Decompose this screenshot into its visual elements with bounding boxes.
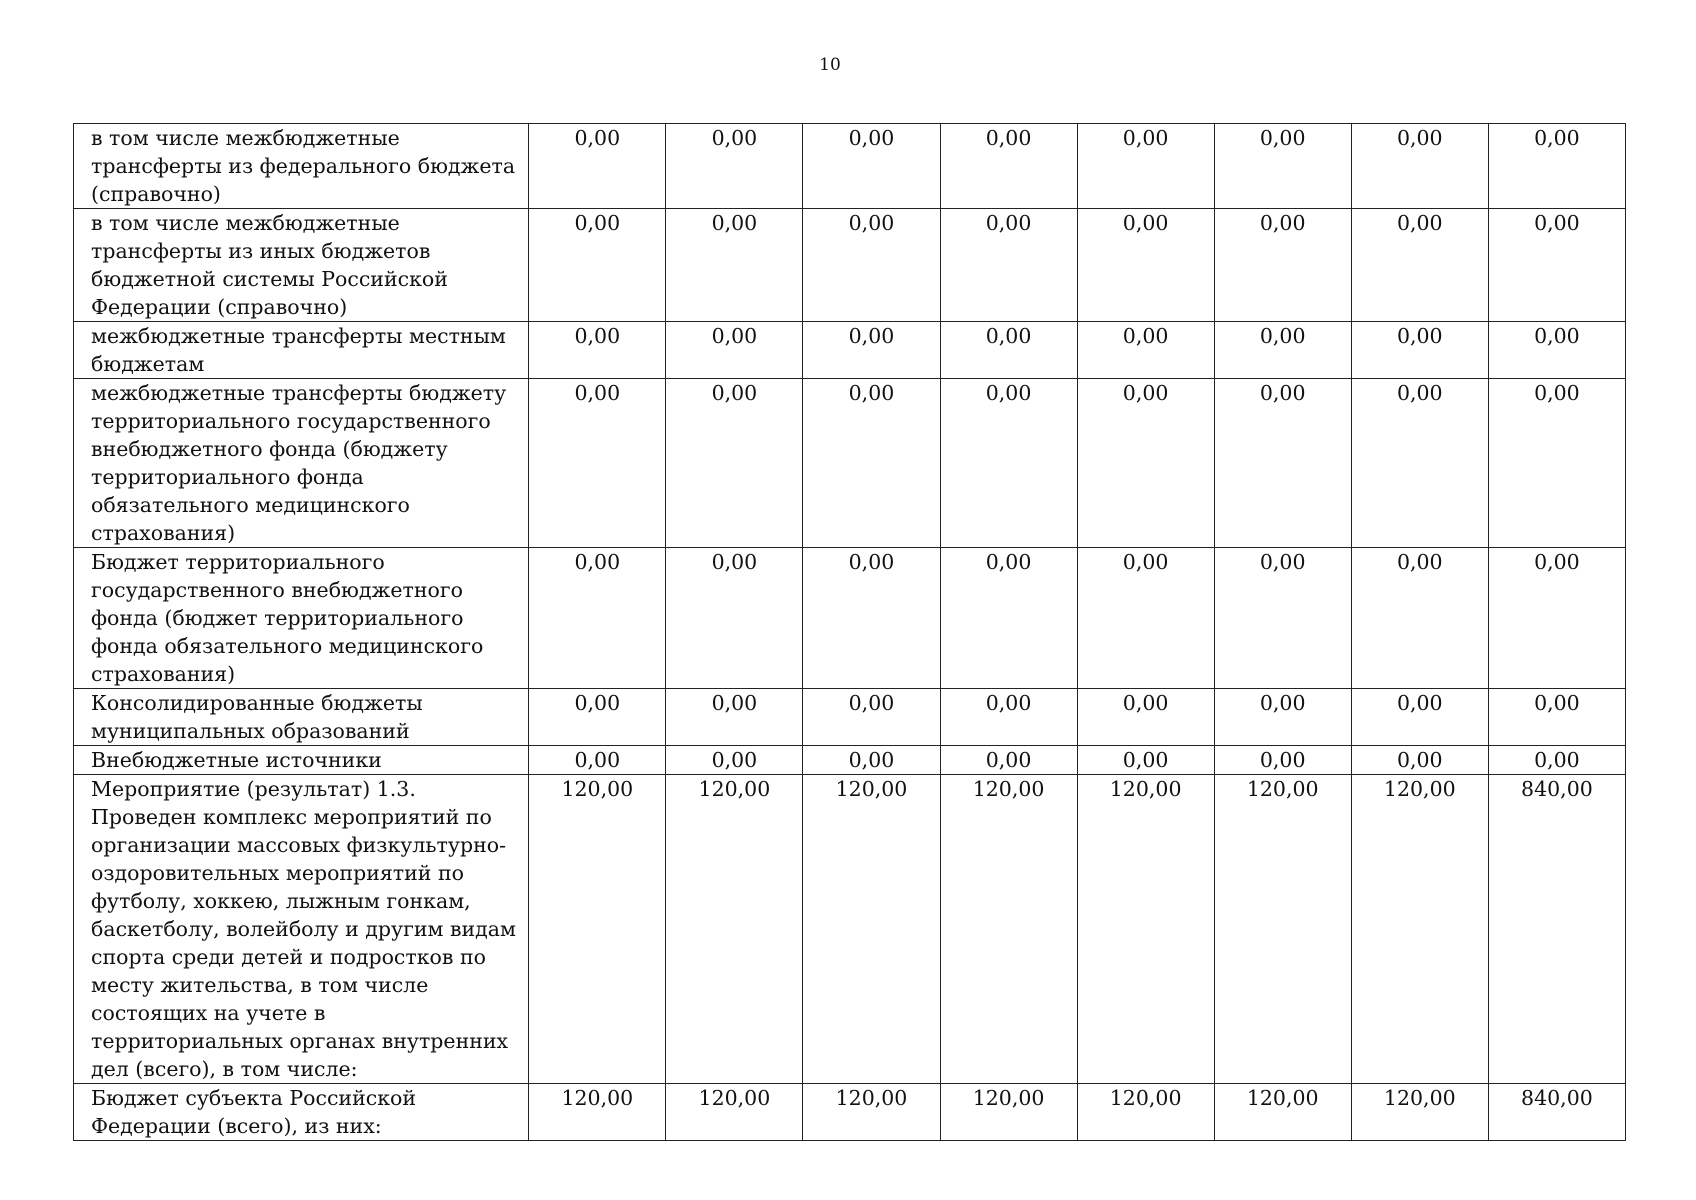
value-cell: 0,00: [940, 322, 1077, 379]
value-cell: 0,00: [1351, 379, 1488, 548]
value-cell: 120,00: [1214, 1084, 1351, 1141]
row-label: межбюджетные трансферты бюджету территориального государственного внебюджетного фонда (бюджету территориального фонда обязательного медицинского страхования): [74, 379, 529, 548]
value-cell: 120,00: [1351, 1084, 1488, 1141]
value-cell: 0,00: [803, 379, 940, 548]
total-cell: 0,00: [1488, 689, 1625, 746]
value-cell: 0,00: [940, 379, 1077, 548]
total-cell: 840,00: [1488, 1084, 1625, 1141]
value-cell: 0,00: [666, 689, 803, 746]
value-cell: 0,00: [1351, 322, 1488, 379]
table-row: [74, 379, 1626, 548]
row-label: в том числе межбюджетные трансферты из иных бюджетов бюджетной системы Российской Федерации (справочно): [74, 209, 529, 322]
value-cell: 120,00: [1077, 775, 1214, 1084]
table-row: [74, 746, 1626, 775]
table-row: [74, 775, 1626, 1084]
value-cell: 0,00: [1351, 746, 1488, 775]
budget-table: [73, 123, 1626, 1141]
value-cell: 0,00: [1077, 124, 1214, 209]
row-label: Бюджет территориального государственного внебюджетного фонда (бюджет территориального фонда обязательного медицинского страхования): [74, 548, 529, 689]
value-cell: 0,00: [529, 209, 666, 322]
value-cell: 0,00: [529, 746, 666, 775]
value-cell: 0,00: [803, 548, 940, 689]
value-cell: 0,00: [940, 746, 1077, 775]
value-cell: 0,00: [1214, 124, 1351, 209]
value-cell: 0,00: [940, 124, 1077, 209]
value-cell: 0,00: [529, 124, 666, 209]
row-label: Внебюджетные источники: [74, 746, 529, 775]
value-cell: 120,00: [1351, 775, 1488, 1084]
value-cell: 0,00: [666, 379, 803, 548]
value-cell: 0,00: [1214, 379, 1351, 548]
total-cell: 0,00: [1488, 209, 1625, 322]
value-cell: 0,00: [529, 322, 666, 379]
value-cell: 120,00: [666, 1084, 803, 1141]
total-cell: 840,00: [1488, 775, 1625, 1084]
value-cell: 0,00: [1077, 209, 1214, 322]
total-cell: 0,00: [1488, 746, 1625, 775]
value-cell: 0,00: [1214, 548, 1351, 689]
row-label: Мероприятие (результат) 1.3. Проведен комплекс мероприятий по организации массовых физкультурно-оздоровительных мероприятий по футболу, хоккею, лыжным гонкам, баскетболу, волейболу и другим видам спорта среди детей и подростков по месту жительства, в том числе состоящих на учете в территориальных органах внутренних дел (всего), в том числе:: [74, 775, 529, 1084]
value-cell: 0,00: [1351, 548, 1488, 689]
value-cell: 120,00: [529, 775, 666, 1084]
total-cell: 0,00: [1488, 322, 1625, 379]
table-row: [74, 322, 1626, 379]
value-cell: 0,00: [803, 322, 940, 379]
value-cell: 120,00: [529, 1084, 666, 1141]
value-cell: 0,00: [666, 746, 803, 775]
table-row: [74, 548, 1626, 689]
value-cell: 0,00: [1214, 209, 1351, 322]
value-cell: 0,00: [666, 209, 803, 322]
value-cell: 0,00: [666, 322, 803, 379]
value-cell: 0,00: [1214, 746, 1351, 775]
value-cell: 120,00: [666, 775, 803, 1084]
value-cell: 0,00: [940, 209, 1077, 322]
total-cell: 0,00: [1488, 124, 1625, 209]
value-cell: 120,00: [803, 775, 940, 1084]
value-cell: 0,00: [1077, 548, 1214, 689]
value-cell: 0,00: [529, 548, 666, 689]
value-cell: 0,00: [803, 209, 940, 322]
value-cell: 0,00: [1077, 322, 1214, 379]
value-cell: 0,00: [1077, 746, 1214, 775]
value-cell: 0,00: [803, 124, 940, 209]
value-cell: 120,00: [803, 1084, 940, 1141]
value-cell: 0,00: [1214, 689, 1351, 746]
table-row: [74, 124, 1626, 209]
row-label: Бюджет субъекта Российской Федерации (всего), из них:: [74, 1084, 529, 1141]
row-label: Консолидированные бюджеты муниципальных образований: [74, 689, 529, 746]
total-cell: 0,00: [1488, 379, 1625, 548]
value-cell: 0,00: [529, 379, 666, 548]
value-cell: 0,00: [1351, 689, 1488, 746]
value-cell: 0,00: [1351, 124, 1488, 209]
value-cell: 120,00: [940, 775, 1077, 1084]
page-number: 10: [819, 55, 841, 75]
row-label: межбюджетные трансферты местным бюджетам: [74, 322, 529, 379]
value-cell: 0,00: [666, 124, 803, 209]
value-cell: 120,00: [1214, 775, 1351, 1084]
value-cell: 120,00: [1077, 1084, 1214, 1141]
value-cell: 0,00: [940, 689, 1077, 746]
table-row: [74, 209, 1626, 322]
value-cell: 0,00: [666, 548, 803, 689]
value-cell: 0,00: [940, 548, 1077, 689]
value-cell: 0,00: [803, 746, 940, 775]
value-cell: 0,00: [1077, 689, 1214, 746]
row-label: в том числе межбюджетные трансферты из федерального бюджета (справочно): [74, 124, 529, 209]
value-cell: 0,00: [529, 689, 666, 746]
table-row: [74, 689, 1626, 746]
value-cell: 0,00: [1214, 322, 1351, 379]
table-row: [74, 1084, 1626, 1141]
value-cell: 0,00: [803, 689, 940, 746]
value-cell: 0,00: [1351, 209, 1488, 322]
value-cell: 120,00: [940, 1084, 1077, 1141]
value-cell: 0,00: [1077, 379, 1214, 548]
total-cell: 0,00: [1488, 548, 1625, 689]
